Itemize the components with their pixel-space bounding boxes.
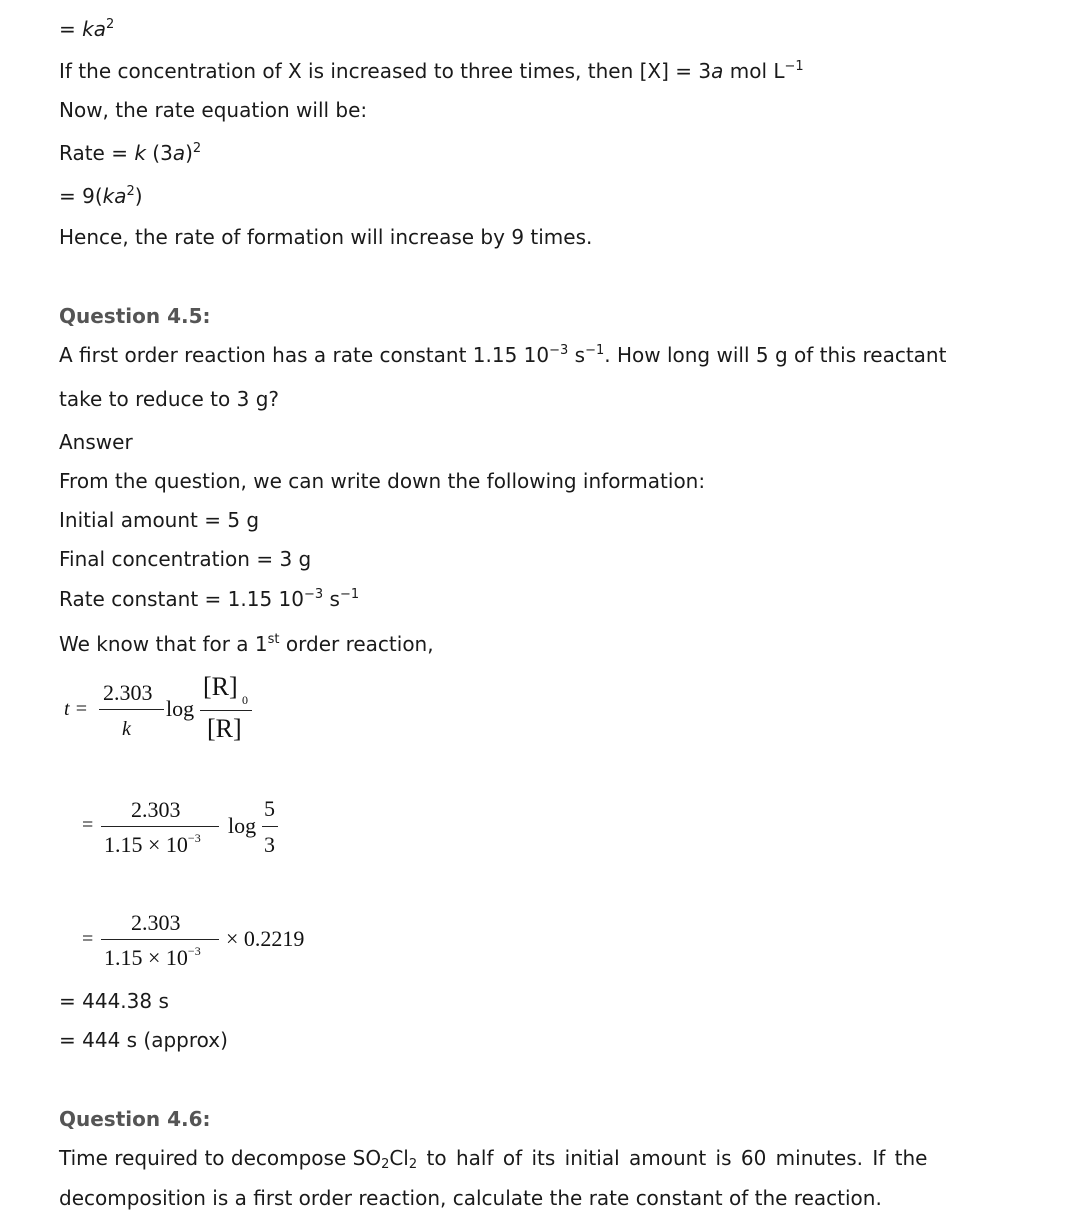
final-concentration: Final concentration = 3 g xyxy=(59,547,312,571)
question-4-6-title: Question 4.6: xyxy=(59,1107,211,1131)
r-initial: [R] xyxy=(203,672,238,701)
formula-denominator: k xyxy=(122,718,131,740)
ka-var: ka xyxy=(102,184,127,208)
k-var: k xyxy=(134,141,146,165)
a-var: a xyxy=(711,59,724,83)
fraction-bar xyxy=(200,710,252,711)
text-part: s xyxy=(568,343,586,367)
conclusion-text: Hence, the rate of formation will increase by 9 times. xyxy=(59,225,593,249)
den-text: 1.15 × 10 xyxy=(104,832,188,857)
concentration-text: If the concentration of X is increased to three times, then [X] = 3 xyxy=(59,59,712,83)
question-4-5-title: Question 4.5: xyxy=(59,304,211,328)
question-4-5-text-line1 xyxy=(59,342,946,368)
exponent: −1 xyxy=(585,343,605,358)
log-numerator: 5 xyxy=(264,796,275,821)
log-label: log xyxy=(166,696,195,721)
equals-sign: = xyxy=(59,17,83,41)
prefix: = 9( xyxy=(59,184,103,208)
paren-close: ) xyxy=(134,184,143,208)
fraction-bar xyxy=(101,939,219,940)
log-label: log xyxy=(228,813,257,838)
ka-var: ka xyxy=(82,17,106,41)
multiplier: × 0.2219 xyxy=(226,926,305,951)
exponent: 2 xyxy=(192,141,202,156)
question-4-6-text-line1 xyxy=(59,1146,1025,1170)
result-approx: = 444 s (approx) xyxy=(59,1028,228,1052)
paren-close: ) xyxy=(185,141,193,165)
text-part: Rate constant = 1.15 10 xyxy=(59,587,304,611)
formula-numerator: 2.303 xyxy=(103,680,153,705)
den-text: 1.15 × 10 xyxy=(104,945,188,970)
equation-ka-squared xyxy=(59,16,114,42)
exponent: −3 xyxy=(187,944,201,958)
a-var: a xyxy=(172,141,186,165)
exponent: −3 xyxy=(187,831,201,845)
text-part: to half of its initial amount is 60 minutes. If the xyxy=(417,1146,928,1170)
r-initial-subscript: 0 xyxy=(242,693,248,707)
log-denominator: 3 xyxy=(264,832,275,857)
t-equals: t = xyxy=(64,698,89,720)
text-part: A first order reaction has a rate constant 1.15 10 xyxy=(59,343,550,367)
exponent: −3 xyxy=(549,343,569,358)
formula-denominator xyxy=(104,945,201,971)
question-4-6-text-main xyxy=(59,1146,927,1170)
exponent: −1 xyxy=(339,587,360,602)
initial-amount: Initial amount = 5 g xyxy=(59,508,260,532)
info-intro: From the question, we can write down the following information: xyxy=(59,469,706,493)
text-part: We know that for a 1 xyxy=(59,632,268,656)
text-part: . How long will 5 g of this reactant xyxy=(604,343,947,367)
superscript: st xyxy=(267,632,280,647)
formula-denominator xyxy=(104,832,201,858)
first-order-statement xyxy=(59,631,434,657)
fraction-bar xyxy=(262,826,278,827)
question-4-5-text-line2: take to reduce to 3 g? xyxy=(59,387,280,411)
rate-equation xyxy=(59,140,201,166)
question-4-6-text-line2: decomposition is a first order reaction, calculate the rate constant of the reaction. xyxy=(59,1186,882,1210)
exponent: −3 xyxy=(303,587,324,602)
subscript: 2 xyxy=(408,1157,418,1172)
exponent: 2 xyxy=(126,184,135,199)
equation-9ka2 xyxy=(59,183,143,209)
r-final: [R] xyxy=(207,714,242,743)
formula-numerator: 2.303 xyxy=(131,910,181,935)
unit: mol L xyxy=(723,59,785,83)
text-part: order reaction, xyxy=(279,632,434,656)
equals-sign: = xyxy=(82,928,94,950)
text-part: Time required to decompose SO xyxy=(59,1146,382,1170)
result-exact: = 444.38 s xyxy=(59,989,169,1013)
rate-label: Rate = xyxy=(59,141,135,165)
equals-sign: = xyxy=(82,814,94,836)
concentration-statement xyxy=(59,58,804,84)
rate-equation-intro: Now, the rate equation will be: xyxy=(59,98,368,122)
answer-label: Answer xyxy=(59,430,133,454)
fraction-bar xyxy=(99,709,164,710)
subscript: 2 xyxy=(381,1157,390,1172)
formula-numerator: 2.303 xyxy=(131,797,181,822)
text-part: Cl xyxy=(389,1146,409,1170)
fraction-bar xyxy=(101,826,219,827)
exponent: 2 xyxy=(105,17,115,32)
paren-open: (3 xyxy=(145,141,173,165)
rate-constant xyxy=(59,586,359,612)
text-part: s xyxy=(323,587,340,611)
unit-exponent: −1 xyxy=(784,59,804,74)
